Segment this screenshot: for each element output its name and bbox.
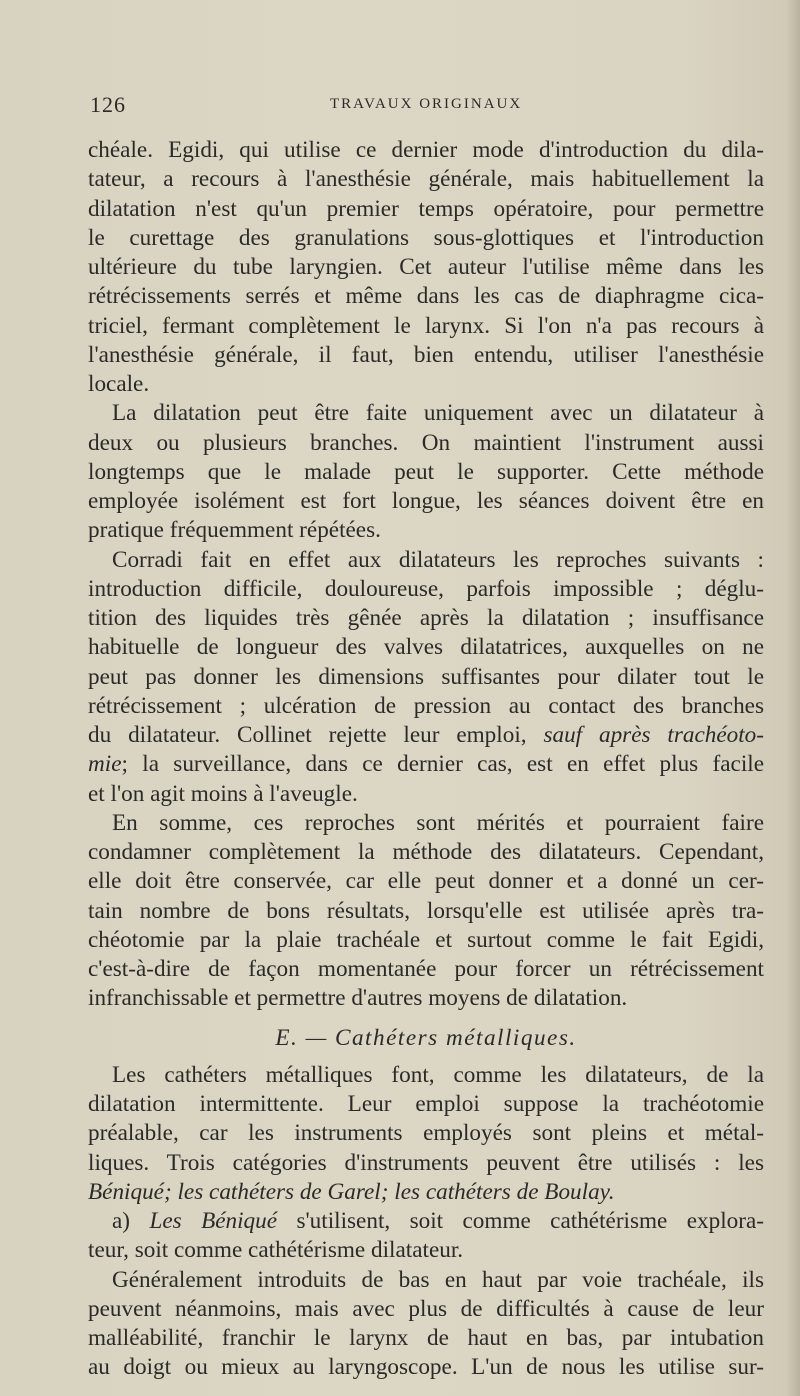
text-line: Corradi fait en effet aux dilatateurs les reproches suivants : [112,546,764,573]
text-line: dilatation n'est qu'un premier temps opératoire, pour permettre [88,195,764,222]
text-line [88,721,764,750]
text-line: longtemps que le malade peut le supporter. Cette méthode [88,458,764,485]
text-line: tain nombre de bons résultats, lorsqu'elle est utilisée après tra- [88,897,764,924]
text-line: dilatation intermittente. Leur emploi suppose la trachéotomie [88,1091,764,1117]
italic-span: Les Béniqué [149,1208,278,1234]
text-line: La dilatation peut être faite uniquement avec un dilatateur à [112,400,764,427]
text-line [88,750,764,779]
text-span: a) [112,1208,131,1234]
italic-span: mie [88,751,122,778]
running-head: TRAVAUX ORIGINAUX [330,96,523,112]
text-line: malléabilité, franchir le larynx de haut en bas, par intubation [88,1325,764,1351]
text-line: locale. [88,371,150,397]
body-text [88,136,764,1383]
text-line: habituelle de longueur des valves dilatatrices, auxquelles on ne [88,634,764,661]
text-line: tateur, a recours à l'anesthésie générale, mais habituellement la [88,166,764,193]
text-line: deux ou plusieurs branches. On maintient l'instrument aussi [88,429,764,456]
text-span: s'utilisent, soit comme cathétérisme explora- [296,1208,765,1234]
text-line [88,1178,764,1207]
text-line: peut pas donner les dimensions suffisantes pour dilater tout le [88,663,764,690]
section-title: E. — Cathéters métalliques. [275,1024,577,1051]
text-line: introduction difficile, douloureuse, parfois impossible ; déglu- [88,575,764,602]
text-line: elle doit être conservée, car elle peut donner et a donné un cer- [88,868,764,895]
text-line: ultérieure du tube laryngien. Cet auteur l'utilise même dans les [88,254,764,280]
text-line [88,1207,764,1236]
text-line: l'anesthésie générale, il faut, bien entendu, utiliser l'anesthésie [88,341,764,368]
page-header [90,92,765,118]
text-line: peuvent néanmoins, mais avec plus de difficultés à cause de leur [88,1295,764,1322]
text-line: le curettage des granulations sous-glottiques et l'introduction [88,224,764,251]
text-line: teur, soit comme cathétérisme dilatateur. [88,1237,464,1264]
italic-span: Béniqué; les cathéters de Garel; les cathéters de Boulay. [88,1178,615,1205]
text-line: infranchissable et permettre d'autres moyens de dilatation. [88,985,628,1012]
text-span: ; la surveillance, dans ce dernier cas, est en effet plus facile [121,751,764,778]
text-line: condamner complètement la méthode des dilatateurs. Cependant, [88,839,764,865]
text-line: et l'on agit moins à l'aveugle. [88,780,358,807]
text-line: Généralement introduits de bas en haut par voie trachéale, ils [112,1266,764,1293]
text-line: chéotomie par la plaie trachéale et surtout comme le fait Egidi, [88,926,764,953]
text-line: chéale. Egidi, qui utilise ce dernier mode d'introduction du dila- [88,137,764,163]
text-line: triciel, fermant complètement le larynx. Si l'on n'a pas recours à [88,312,764,339]
text-line: Les cathéters métalliques font, comme les dilatateurs, de la [112,1061,764,1088]
text-line: En somme, ces reproches sont mérités et pourraient faire [112,809,764,836]
italic-span: sauf après trachéoto- [543,722,764,748]
text-line: liques. Trois catégories d'instruments peuvent être utilisés : les [88,1149,764,1176]
page-number: 126 [90,92,126,117]
text-line: rétrécissement ; ulcération de pression au contact des branches [88,692,764,719]
text-line: tition des liquides très gênée après la dilatation ; insuffisance [88,605,764,631]
text-line: préalable, car les instruments employés sont pleins et métal- [88,1120,764,1147]
text-span: du dilatateur. Collinet rejette leur emploi, [88,722,527,748]
text-line: c'est-à-dire de façon momentanée pour forcer un rétrécissement [88,956,764,982]
text-line: au doigt ou mieux au laryngoscope. L'un de nous les utilise sur- [88,1354,764,1381]
page-binding-shadow [786,0,800,1396]
text-line: employée isolément est fort longue, les séances doivent être en [88,488,764,514]
text-line: rétrécissements serrés et même dans les cas de diaphragme cica- [88,283,764,310]
text-line: pratique fréquemment répétées. [88,517,381,544]
